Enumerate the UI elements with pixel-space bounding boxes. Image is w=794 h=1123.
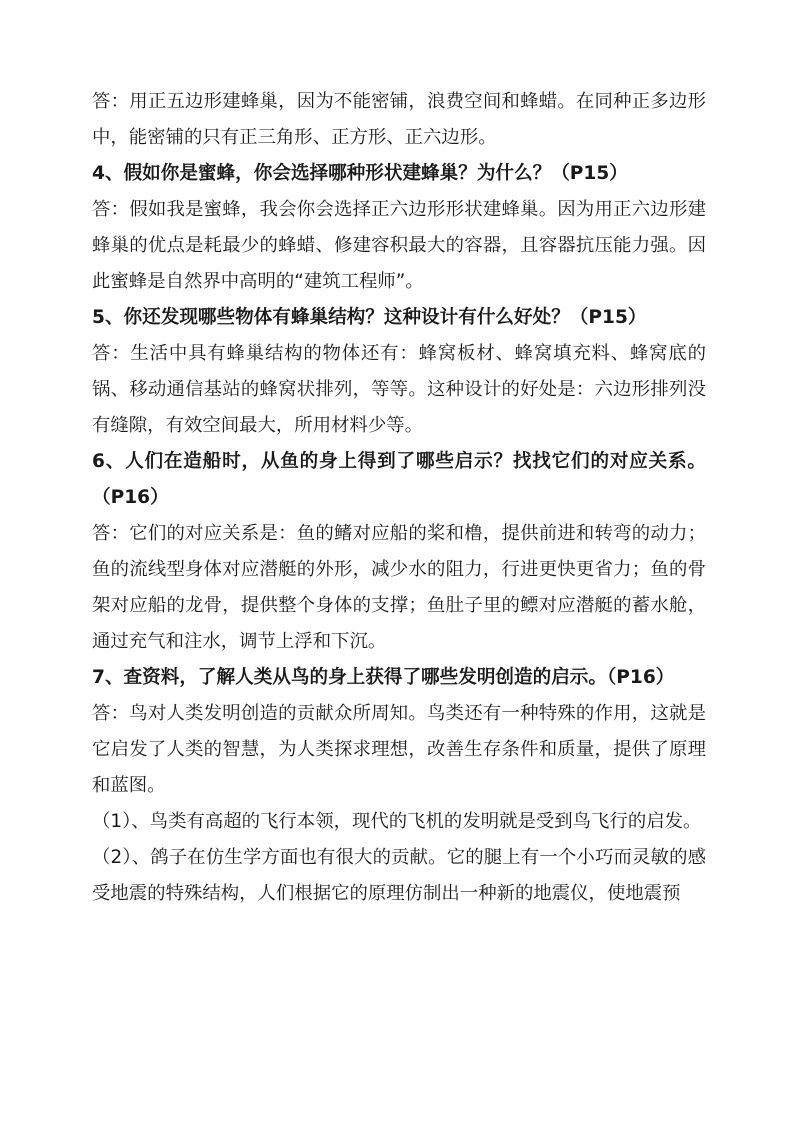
list-item: （1）、鸟类有高超的飞行本领，现代的飞机的发明就是受到鸟飞行的启发。 [92, 811, 702, 832]
question-heading-6: 6、人们在造船时，从鱼的身上得到了哪些启示？找找它们的对应关系。（P16） [92, 451, 706, 508]
answer-paragraph: 答：鸟对人类发明创造的贡献众所周知。鸟类还有一种特殊的作用，这就是它启发了人类的智慧，为人类探求理想，改善生存条件和质量，提供了原理和蓝图。 [92, 703, 706, 796]
question-heading-5: 5、你还发现哪些物体有蜂巢结构？这种设计有什么好处？（P15） [92, 307, 647, 328]
answer-paragraph: 答：假如我是蜜蜂，我会你会选择正六边形形状建蜂巢。因为用正六边形建蜂巢的优点是耗最少的蜂蜡、修建容积最大的容器，且容器抗压能力强。因此蜜蜂是自然界中高明的“建筑工程师”。 [92, 199, 706, 292]
answer-paragraph: 答：用正五边形建蜂巢，因为不能密铺，浪费空间和蜂蜡。在同种正多边形中，能密铺的只有正三角形、正方形、正六边形。 [92, 91, 706, 148]
question-heading-7: 7、查资料，了解人类从鸟的身上获得了哪些发明创造的启示。（P16） [92, 667, 675, 688]
question-heading-4: 4、假如你是蜜蜂，你会选择哪种形状建蜂巢？为什么？（P15） [92, 163, 628, 184]
answer-paragraph: 答：生活中具有蜂巢结构的物体还有：蜂窝板材、蜂窝填充料、蜂窝底的锅、移动通信基站的蜂窝状排列，等等。这种设计的好处是：六边形排列没有缝隙，有效空间最大，所用材料少等。 [92, 343, 706, 436]
answer-paragraph: 答：它们的对应关系是：鱼的鳍对应船的桨和橹，提供前进和转弯的动力；鱼的流线型身体对应潜艇的外形，减少水的阻力，行进更快更省力；鱼的骨架对应船的龙骨，提供整个身体的支撑；鱼肚子里的鳔对应潜艇的蓄水舱，通过充气和注水，调节上浮和下沉。 [92, 523, 706, 652]
list-item: （2）、鸽子在仿生学方面也有很大的贡献。它的腿上有一个小巧而灵敏的感受地震的特殊结构，人们根据它的原理仿制出一种新的地震仪，使地震预 [92, 847, 706, 904]
